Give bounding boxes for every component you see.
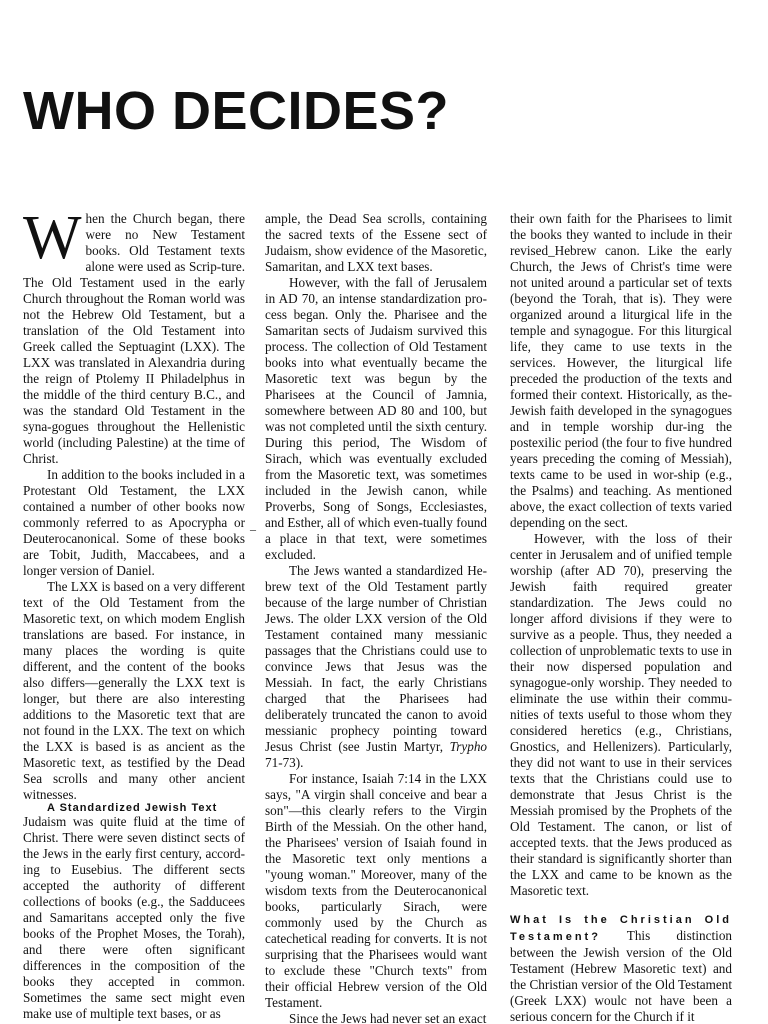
paragraph-text: The Jews wanted a standardized He-brew text of the Old Testament partly because of the large number of Christian Jews. The older LXX version of the Old Testament contained many messianic passages that the Christians could use to convince Jews that Jesus was the Messiah. In fact, the early Christians charged that the Pharisees had deliberately truncated the canon to avoid messianic prophecy pointing toward Jesus Christ (see Justin Martyr, (265, 563, 487, 754)
section-heading: A Standardized Jewish Text (47, 802, 218, 814)
paragraph-text: This distinction between the Jewish version of the Old Testament (Hebrew Masoretic text) and the Christian versior of the Old Testament (Greek LXX) woulc not have been a serious concern for the Church if it (510, 928, 732, 1024)
paragraph: Since the Jews had never set an exact (289, 1011, 487, 1024)
paragraph (265, 563, 487, 771)
paragraph-text: 71-73). (265, 755, 304, 770)
opening-paragraph (23, 204, 245, 467)
drop-cap: W (23, 204, 82, 272)
section-heading: What Is the Christian Old Testament? (510, 914, 732, 943)
article-title: WHO DECIDES? (23, 81, 450, 141)
column-2 (265, 211, 487, 1024)
column-3 (510, 211, 732, 1024)
column-1 (23, 204, 245, 1022)
paragraph: In addition to the books included in a Protestant Old Testament, the LXX contained a number of other books now commonly referred to as Apocrypha or Deuterocanonical. Some of these books are Tobit, Judith, Maccabees, and a longer version of Daniel. (23, 467, 245, 578)
citation-title: Trypho (449, 739, 488, 754)
paragraph: However, with the fall of Jerusalem in AD 70, an intense standardization pro-cess began. Only the. Pharisee and the Samaritan sects of Judaism survived this process. The collection of Old Testament books into what eventually became the Masoretic text was begun by the Pharisees at the Council of Jamnia, somewhere between AD 80 and 100, but was not completed until the sixth century. During this period, The Wisdom of Sirach, which was eventually excluded from the Masoretic text, was sometimes included in the Jewish canon, while Proverbs, Song of Songs, Ecclesiastes, and Esther, all of which even-tually found a place in that text, were sometimes excluded. (265, 275, 487, 562)
paragraph: However, with the loss of their center in Jerusalem and of unified temple worship (after AD 70), preserving the Jewish faith required greater standardization. The Jews could no longer afford divisions if they were to survive as a people. Thus, they needed a collection of unproblematic texts to use in their now dispersed population and synagogue-only worship. They needed to eliminate the use within their commu-nities of texts useful to those whom they considered heretics (e.g., Christians, Gnostics, and Hellenizers). Particularly, they did not want to use in their services texts that the Christians could use to demonstrate that Jesus Christ is the Messiah promised by the Prophets of the Old Testament. The canon, or list of accepted texts. that the Jews produced as their standard is significantly shorter than the LXX and came to be known as the Masoretic text. (510, 531, 732, 898)
paragraph: Judaism was quite fluid at the time of Christ. There were seven distinct sects of the Jews in the early first century, accord-ing to Eusebius. The different sects accepted the authority of different collections of books (e.g., the Sadducees and Samaritans accepted only the five books of the Prophet Moses, the Torah), and there were often significant differences in the composition of the books they accepted in common. Sometimes the same sect might even make use of multiple text bases, or as (23, 814, 245, 1021)
paragraph: their own faith for the Pharisees to limit the books they wanted to include in their revised_Hebrew canon. Like the early Church, the Jews of Christ's time were not united around a particular set of texts (beyond the Torah, that is). They were organized around a liturgical life in the temple and synagogue. For this liturgical life, they came to use texts in the services. However, the liturgical life preceded the production of the texts and formed their context. Historically, as the-Jewish faith developed in the synagogues and in temple worship dur-ing the postexilic period (the four to five hundred years preceding the coming of Messiah), texts came to be used in wor-ship (e.g., the Psalms) and teaching. As mentioned above, the exact collection of texts varied depending on the sect. (510, 211, 732, 530)
paragraph-text: hen the Church began, there were no New Testament books. Old Testament texts alone were used as Scrip-ture. The Old Testament used in the early Church throughout the Roman world was not the Hebrew Old Testament, but a translation of the Old Testament into Greek called the Septuagint (LXX). The LXX was translated in Alexandria during the reign of Ptolemy II Philadelphus in the middle of the third century B.C., and was the standard Old Testament in the syna-gogues throughout the Hellenistic world (including Palestine) at the time of Christ. (23, 211, 245, 466)
paragraph: ample, the Dead Sea scrolls, containing the sacred texts of the Essene sect of Judaism, show evidence of the Masoretic, Samaritan, and LXX text bases. (265, 211, 487, 274)
hyphen-mark: – (250, 522, 256, 536)
paragraph: The LXX is based on a very different text of the Old Testament from the Masoretic text, on which modem English translations are based. For instance, in many places the wording is quite different, and the content of the books also differs—generally the LXX text is longer, but there are also interesting additions to the Masoretic text that are not found in the LXX. The text on which the LXX is based is as ancient as the Masoretic text, as testified by the Dead Sea scrolls and many other ancient witnesses. (23, 579, 245, 802)
paragraph (510, 911, 732, 1024)
paragraph: For instance, Isaiah 7:14 in the LXX says, "A virgin shall conceive and bear a son"—this clearly refers to the Virgin Birth of the Messiah. On the other hand, the Pharisees' version of Isaiah found in the Masoretic text only mentions a "young woman." Moreover, many of the wisdom texts from the Deuterocanonical books, particularly Sirach, were commonly used by the Church as catechetical reading for converts. It is not surprising that the Pharisees would want to exclude these "Church texts" from their official Hebrew version of the Old Testament. (265, 771, 487, 1010)
